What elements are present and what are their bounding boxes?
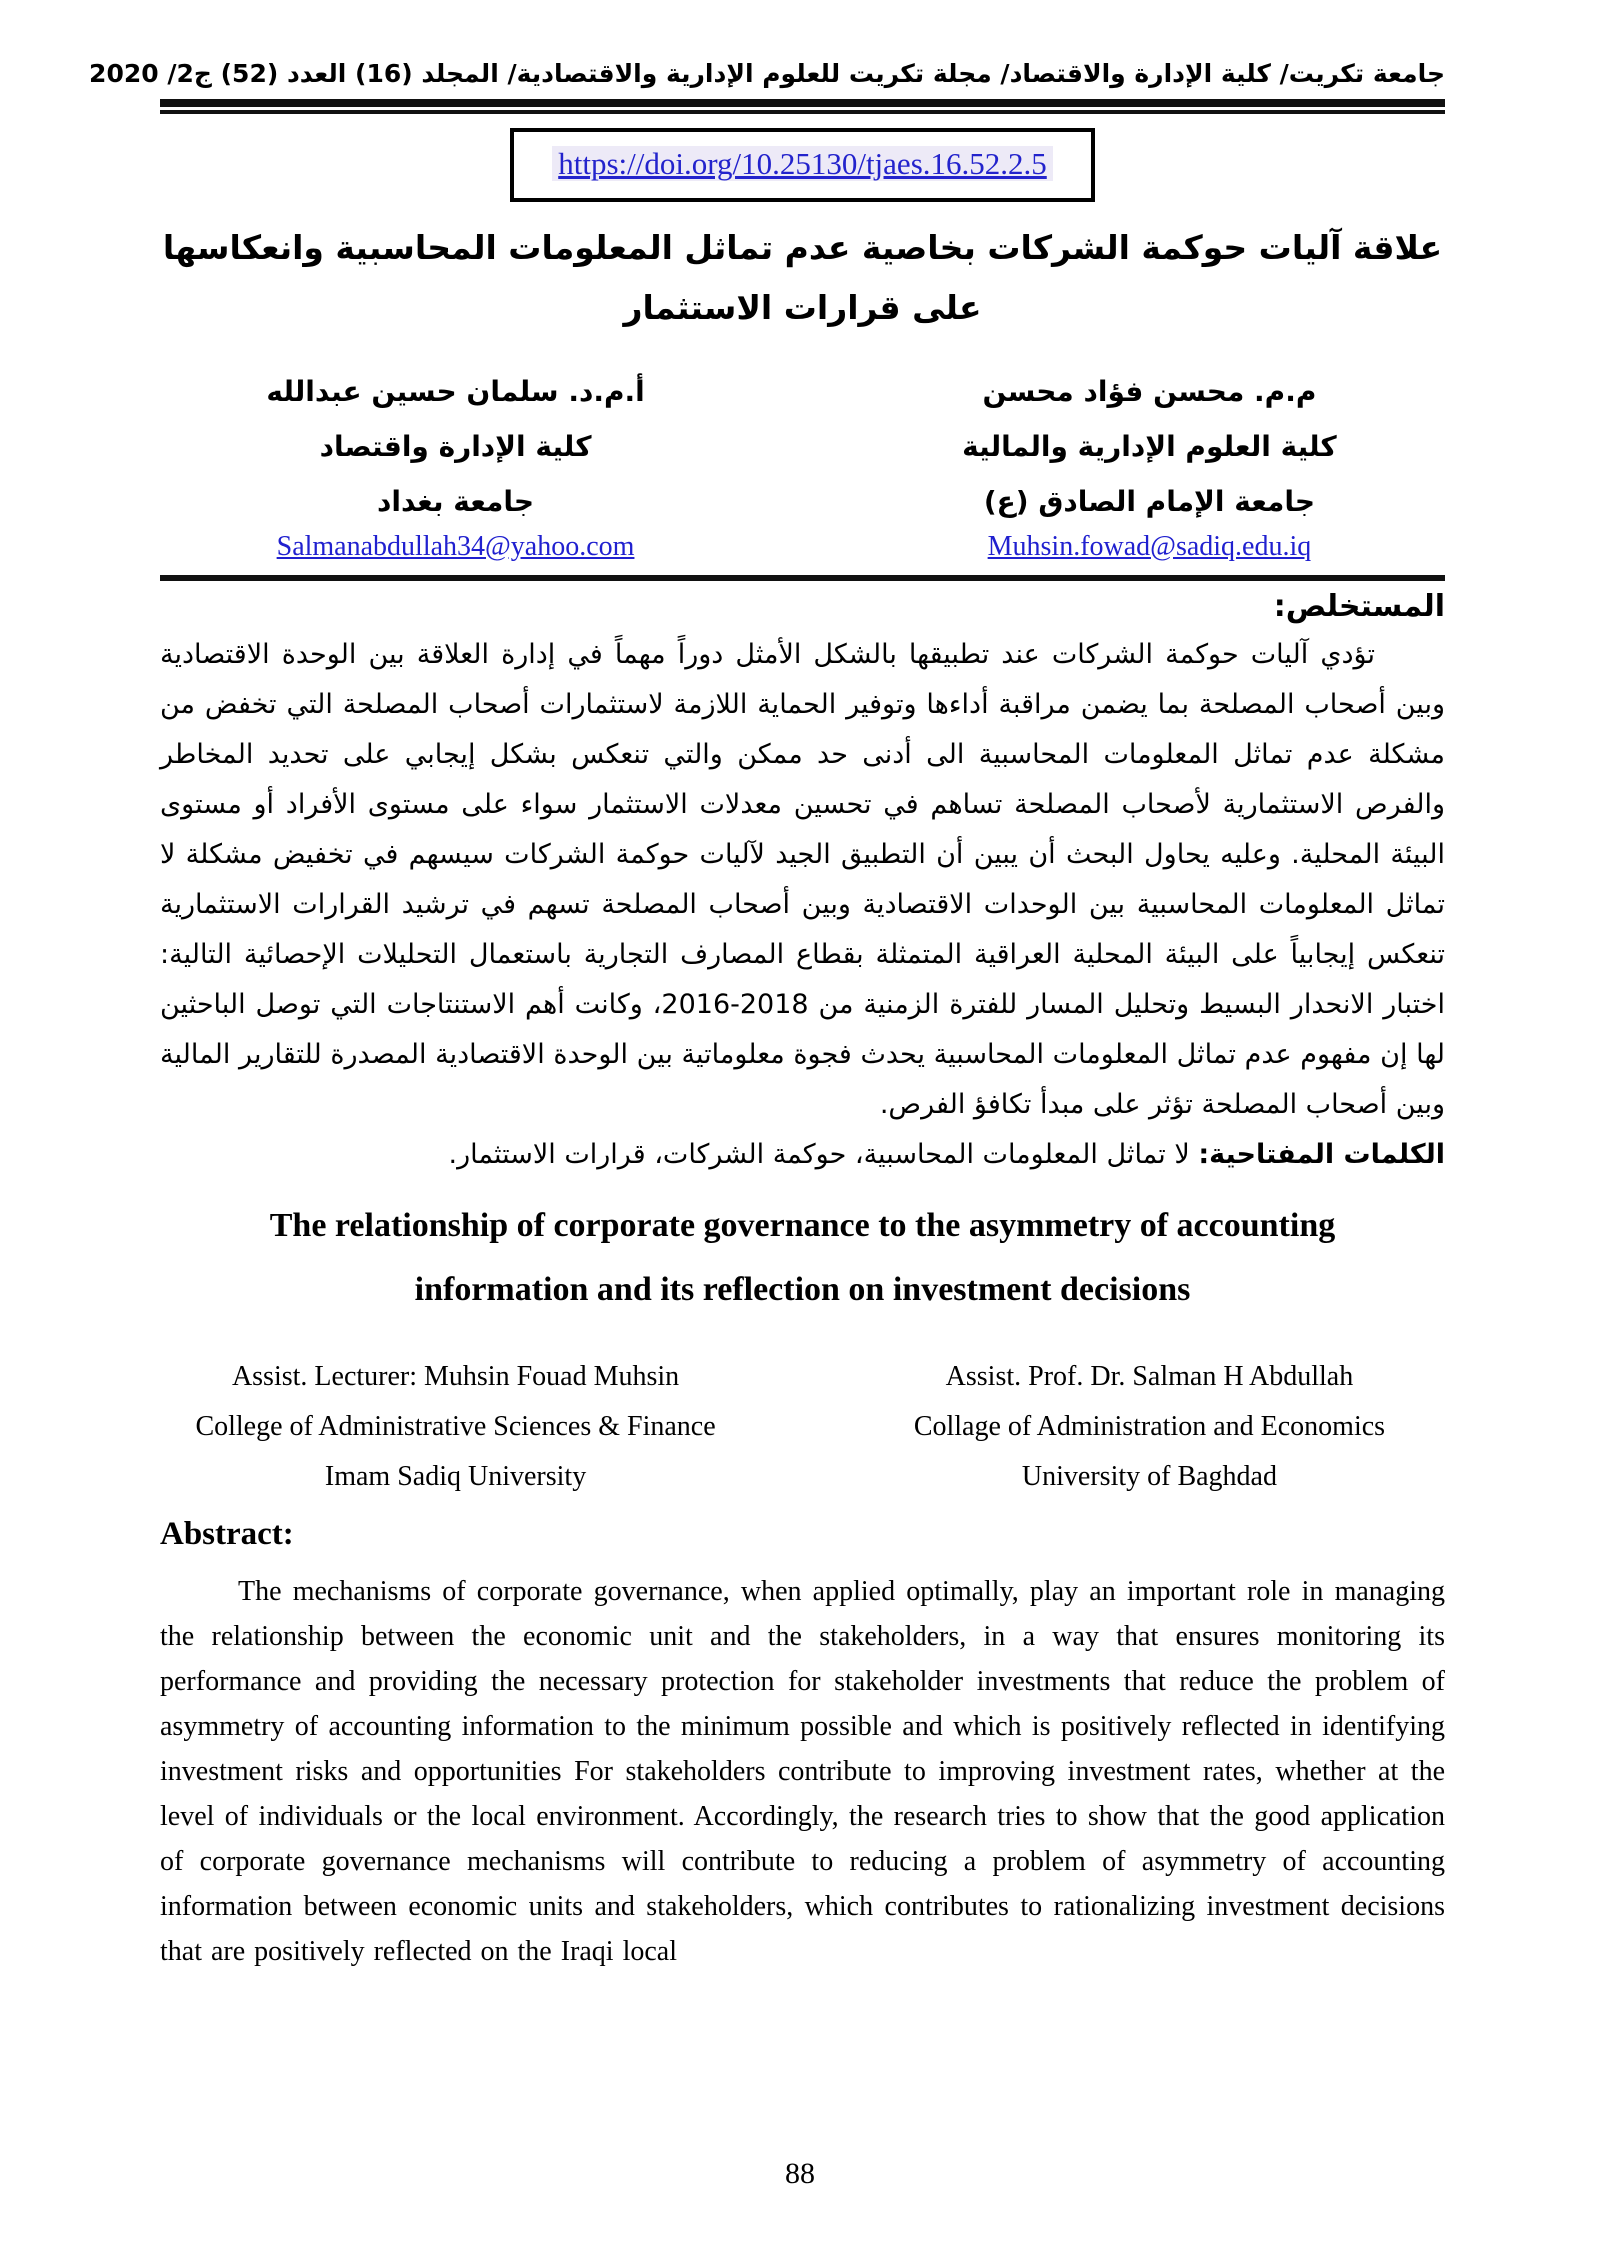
keywords-text: لا تماثل المعلومات المحاسبية، حوكمة الشركات، قرارات الاستثمار. (448, 1138, 1199, 1170)
paper-title-arabic (160, 218, 1445, 338)
page-number: 88 (785, 2157, 815, 2190)
author-university: University of Baghdad (1021, 1460, 1277, 1492)
author-arabic-muhsin (854, 364, 1445, 563)
author-name: Assist. Lecturer: Muhsin Fouad Muhsin (231, 1360, 680, 1392)
paper-title-english: The relationship of corporate governance to the asymmetry of accounting information and its reflection on investment decisions (269, 1206, 1336, 1308)
author-name: Assist. Prof. Dr. Salman H Abdullah (945, 1360, 1354, 1392)
author-english-muhsin (160, 1352, 751, 1502)
author-university: جامعة بغداد (377, 484, 535, 518)
doi-box (510, 128, 1095, 202)
keywords-line (160, 1130, 1445, 1180)
muhsin-email-link[interactable]: Muhsin.fowad@sadiq.edu.iq (987, 530, 1312, 562)
author-name: أ.م.د. سلمان حسين عبدالله (266, 374, 645, 408)
header-rule-thin (160, 110, 1445, 114)
doi-link[interactable]: https://doi.org/10.25130/tjaes.16.52.2.5 (552, 146, 1053, 181)
section-divider-rule (160, 575, 1445, 581)
author-college: College of Administrative Sciences & Finance (195, 1410, 716, 1442)
header-rule-thick (160, 99, 1445, 107)
keywords-label: الكلمات المفتاحية: (1198, 1138, 1445, 1170)
paper-title-arabic-line2: على قرارات الاستثمار (623, 287, 982, 327)
author-college: كلية العلوم الإدارية والمالية (962, 429, 1337, 463)
author-university: Imam Sadiq University (324, 1460, 587, 1492)
author-email-line (160, 531, 751, 563)
authors-arabic-block (160, 364, 1445, 563)
abstract-arabic-body: تؤدي آليات حوكمة الشركات عند تطبيقها بالشكل الأمثل دوراً مهماً في إدارة العلاقة بين الوحدة الاقتصادية وبين أصحاب المصلحة بما يضمن مراقبة أداءها وتوفير الحماية اللازمة لاستثمارات أصحاب المصلحة التي تخفض من مشكلة عدم تماثل المعلومات المحاسبية الى أدنى حد ممكن والتي تنعكس بشكل إيجابي على تحديد المخاطر والفرص الاستثمارية لأصحاب المصلحة تساهم في تحسين معدلات الاستثمار سواء على مستوى الأفراد أو مستوى البيئة المحلية. وعليه يحاول البحث أن يبين أن التطبيق الجيد لآليات حوكمة الشركات سيسهم في تخفيض مشكلة لا تماثل المعلومات المحاسبية بين الوحدات الاقتصادية وبين أصحاب المصلحة تسهم في ترشيد القرارات الاستثمارية تنعكس إيجابياً على البيئة المحلية العراقية المتمثلة بقطاع المصارف التجارية باستعمال التحليلات الإحصائية التالية: اختبار الانحدار البسيط وتحليل المسار للفترة الزمنية من 2018-2016، وكانت أهم الاستنتاجات التي توصل الباحثين لها إن مفهوم عدم تماثل المعلومات المحاسبية يحدث فجوة معلوماتية بين الوحدة الاقتصادية المصدرة للتقارير المالية وبين أصحاب المصلحة تؤثر على مبدأ تكافؤ الفرص. (160, 638, 1445, 1120)
abstract-english-body: The mechanisms of corporate governance, when applied optimally, play an important role in managing the relationship between the economic unit and the stakeholders, in a way that ensures monitoring its performance and providing the necessary protection for stakeholder investments that reduce the problem of asymmetry of accounting information to the minimum possible and which is positively reflected in identifying investment risks and opportunities For stakeholders contribute to improving investment rates, whether at the level of individuals or the local environment. Accordingly, the research tries to show that the good application of corporate governance mechanisms will contribute to reducing a problem of asymmetry of accounting information between economic units and stakeholders, which contributes to rationalizing investment decisions that are positively reflected on the Iraqi local (160, 1575, 1445, 1967)
author-college: كلية الإدارة واقتصاد (319, 429, 592, 463)
abstract-english-heading: Abstract: (160, 1515, 294, 1552)
author-english-salman (854, 1352, 1445, 1502)
paper-title-arabic-line1: علاقة آليات حوكمة الشركات بخاصية عدم تماثل المعلومات المحاسبية وانعكاسها (162, 227, 1443, 267)
author-college: Collage of Administration and Economics (913, 1410, 1386, 1442)
authors-english-block (160, 1352, 1445, 1502)
author-email-line (854, 531, 1445, 563)
author-arabic-salman (160, 364, 751, 563)
salman-email-link[interactable]: Salmanabdullah34@yahoo.com (276, 530, 635, 562)
author-name: م.م. محسن فؤاد محسن (982, 374, 1317, 408)
journal-header: جامعة تكريت/ كلية الإدارة والاقتصاد/ مجلة تكريت للعلوم الإدارية والاقتصادية/ المجلد (16) العدد (52) ج2/ 2020 (89, 59, 1445, 88)
abstract-arabic-heading: المستخلص: (1273, 588, 1445, 624)
author-university: جامعة الإمام الصادق (ع) (983, 484, 1316, 518)
